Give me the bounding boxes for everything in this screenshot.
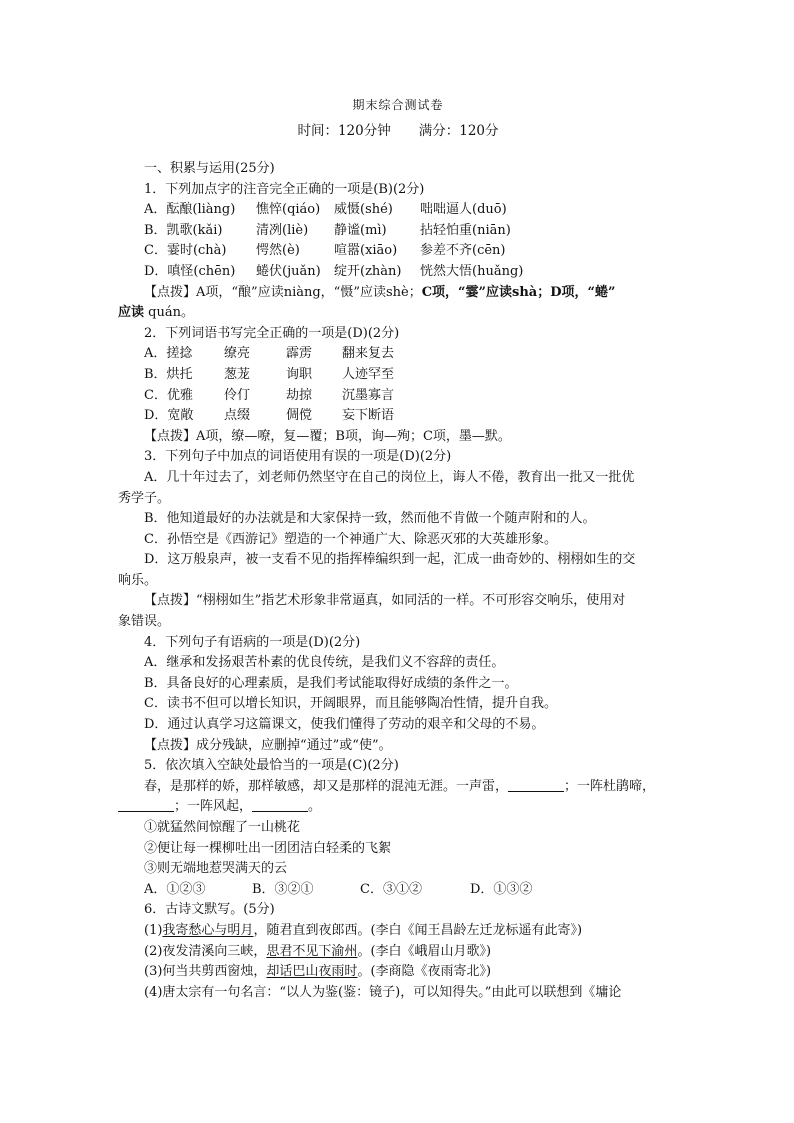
question-3-stem: 3．下列句子中加点的词语使用有误的一项是(D)(2分) [144,449,452,465]
q2-option-c [118,386,678,407]
section-heading: 一、积累与运用(25分) [144,161,275,176]
option-part: 劫掠 [286,387,313,403]
q1-tip-cont [118,303,678,324]
q4-option-c: C．读书不但可以增长知识，开阔眼界，而且能够陶冶性情，提升自我。 [144,696,557,712]
option-part: 静谧(mì) [334,222,387,238]
option-part: 询职 [286,366,313,382]
option-part: 葱茏 [224,366,251,382]
q3-option-a: A．几十年过去了，刘老师仍然坚守在自己的岗位上，诲人不倦，教育出一批又一批优 [144,469,635,485]
q2-tip [118,427,678,448]
option-part: C．霎时(chà) [144,243,227,259]
option-part: B．烘托 [144,366,193,382]
question-2-stem: 2．下列词语书写完全正确的一项是(D)(2分) [144,325,400,341]
option-part: 点缀 [224,408,251,424]
q4-tip [118,736,678,757]
passage-text: 。 [308,799,322,815]
option-part: 拈轻怕重(niān) [420,222,511,238]
page-title: 期末综合测试卷 [352,98,444,112]
line-suffix: 。(李商隐《夜雨寄北》) [357,964,492,980]
tip-text: 成分残缺，应删掉“通过”或“使”。 [196,737,392,753]
tip-label: 【点拨】 [144,428,197,444]
q1-option-a [118,200,678,221]
answer-underlined: 我寄愁心与明月 [162,922,254,938]
choice-b: B．③②① [252,881,314,897]
option-part: 蜷伏(juǎn) [256,263,321,279]
option-part: 喧嚣(xiāo) [334,243,398,259]
full-score: 满分：120分 [418,123,499,139]
option-part: 威慑(shé) [334,202,393,218]
fill-blank [252,798,308,812]
exam-page [118,96,678,1003]
choice-c: C．③①② [360,881,422,897]
choice-d: D．①③② [470,881,533,897]
option-part: 人迹罕至 [342,366,395,382]
tip-label: 【点拨】 [144,593,197,609]
q3-option-a-cont: 秀学子。 [118,490,171,506]
tip-label: 【点拨】 [144,737,197,753]
option-part: 愕然(è) [256,243,300,259]
line-suffix: 。(李白《峨眉山月歌》) [357,943,492,959]
q1-option-b [118,221,678,242]
tip-text: A项，缭—嘹，复—覆；B项，询—殉；C项，墨—默。 [196,428,511,444]
q1-option-d [118,262,678,283]
q6-line-2 [118,942,678,963]
line-suffix: ，随君直到夜郎西。(李白《闻王昌龄左迁龙标遥有此寄》) [253,922,583,938]
q6-line-1 [118,921,678,942]
q3-option-c: C．孙悟空是《西游记》塑造的一个神通广大、除恶灭邪的大英雄形象。 [144,531,557,547]
passage-text: 春，是那样的娇，那样敏感，却又是那样的混沌无涯。一声雷， [144,778,509,794]
option-part: 缭亮 [224,346,251,362]
passage-text: ；一阵风起， [174,799,253,815]
q6-line-4: (4)唐太宗有一句名言：“以人为鉴(鉴：镜子)，可以知得失。”由此可以联想到《墉论 [144,984,622,1000]
q5-passage-cont [118,797,678,818]
question-5-stem: 5．依次填入空缺处最恰当的一项是(C)(2分) [144,758,399,774]
q5-item-3: ③则无端地惹哭满天的云 [144,861,288,877]
option-part: 恍然大悟(huǎng) [420,263,524,279]
option-part: 憔悴(qiáo) [256,202,321,218]
exam-info [118,119,678,139]
option-part: 霹雳 [286,346,313,362]
q6-line-3 [118,962,678,983]
option-part: 咄咄逼人(duō) [420,202,507,218]
q3-option-b: B．他知道最好的办法就是和大家保持一致，然而他不肯做一个随声附和的人。 [144,511,596,527]
option-part: 参差不齐(cēn) [420,243,506,259]
q2-option-b [118,365,678,386]
q2-option-d [118,406,678,427]
line-prefix: (1) [144,922,163,938]
line-prefix: (2)夜发清溪向三峡， [144,943,267,959]
tip-text-bold: 应读 [118,305,145,321]
option-part: A．酝酿(liàng) [144,202,236,218]
fill-blank [508,778,564,792]
option-part: 清冽(liè) [256,222,309,238]
q4-option-b: B．具备良好的心理素质，是我们考试能取得好成绩的条件之一。 [144,675,518,691]
q1-option-c [118,241,678,262]
option-part: A．搓捻 [144,346,193,362]
option-part: 绽开(zhàn) [334,263,402,279]
tip-text: A项，“酿”应读niàng，“慑”应读shè； [196,284,422,300]
option-part: 沉墨寡言 [342,387,395,403]
q5-choices [118,880,678,901]
q3-tip [118,591,678,612]
line-prefix: (3)何当共剪西窗烛， [144,964,267,980]
q4-option-d: D．通过认真学习这篇课文，使我们懂得了劳动的艰辛和父母的不易。 [144,717,545,733]
option-part: 倜傥 [286,408,313,424]
option-part: 妄下断语 [342,408,395,424]
q3-option-d: D．这万般泉声，被一支看不见的指挥棒编织到一起，汇成一曲奇妙的、栩栩如生的交 [144,552,636,568]
option-part: D．嗔怪(chēn) [144,263,236,279]
option-part: C．优雅 [144,387,193,403]
q1-tip [118,283,678,304]
tip-text-bold: C项，“霎”应读shà；D项，“蜷” [421,284,616,300]
tip-label: 【点拨】 [144,284,197,300]
question-1-stem: 1．下列加点字的注音完全正确的一项是(B)(2分) [144,181,425,197]
question-4-stem: 4．下列句子有语病的一项是(D)(2分) [144,634,361,650]
choice-a: A．①②③ [144,881,206,897]
q4-option-a: A．继承和发扬艰苦朴素的优良传统，是我们义不容辞的责任。 [144,655,505,671]
fill-blank [118,798,174,812]
answer-underlined: 思君不见下渝州 [266,943,358,959]
option-part: B．凯歌(kǎi) [144,222,223,238]
tip-text: “栩栩如生”指艺术形象非常逼真，如同活的一样。不可形容交响乐，使用对 [196,593,626,609]
option-part: 伶仃 [224,387,251,403]
q3-option-d-cont: 响乐。 [118,572,158,588]
q3-tip-cont: 象错误。 [118,614,171,630]
passage-text: ；一阵杜鹃啼， [564,778,656,794]
q5-item-1: ①就猛然间惊醒了一山桃花 [144,820,301,835]
q2-option-a [118,344,678,365]
q5-item-2: ②便让每一棵柳吐出一团团洁白轻柔的飞絮 [144,840,392,856]
q5-passage [118,777,678,798]
time-limit: 时间：120分钟 [297,123,391,139]
option-part: 翻来复去 [342,346,395,362]
tip-text: quán。 [148,305,194,321]
question-6-stem: 6．古诗文默写。(5分) [144,902,275,918]
option-part: D．宽敞 [144,408,194,424]
answer-underlined: 却话巴山夜雨时 [266,964,358,980]
